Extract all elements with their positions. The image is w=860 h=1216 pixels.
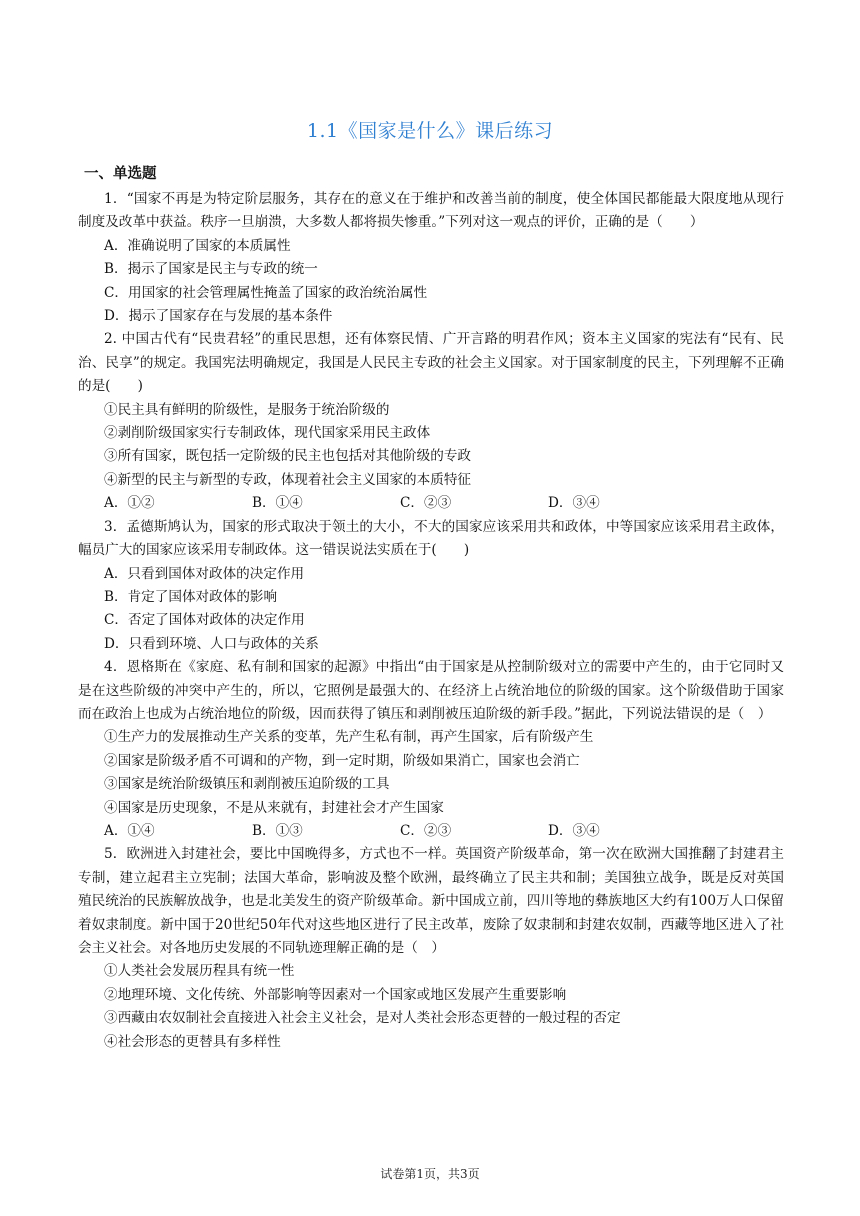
question-stem: 5．欧洲进入封建社会，要比中国晚得多，方式也不一样。英国资产阶级革命，第一次在欧洲大国推翻了封建君主专制，建立起君主立宪制；法国大革命，影响波及整个欧洲，最终确立了民主共和制；美国独立战争，既是反对英国殖民统治的民族解放战争，也是北美发生的资产阶级革命。新中国成立前，四川等地的彝族地区大约有100万人口保留着奴隶制度。新中国于20世纪50年代对这些地区进行了民主改革，废除了奴隶制和封建农奴制，西藏等地区进入了社会主义社会。对各地历史发展的不同轨迹理解正确的是（ ）: [78, 846, 784, 956]
statement-item: ①民主具有鲜明的阶级性，是服务于统治阶级的: [104, 401, 390, 418]
answer-option: B．肯定了国体对政体的影响: [104, 588, 278, 605]
answer-choice: B．①③: [252, 822, 303, 839]
statement-item: ②地理环境、文化传统、外部影响等因素对一个国家或地区发展产生重要影响: [104, 986, 567, 1003]
question-stem: 2. 中国古代有“民贵君轻”的重民思想，还有体察民情、广开言路的明君作风；资本主义国家的宪法有“民有、民治、民享”的规定。我国宪法明确规定，我国是人民民主专政的社会主义国家。对于国家制度的民主，下列理解不正确的是( ): [78, 331, 784, 395]
page-footer: 试卷第1页，共3页: [380, 1167, 480, 1181]
answer-option: B．揭示了国家是民主与专政的统一: [104, 261, 318, 278]
answer-option: D．揭示了国家存在与发展的基本条件: [104, 308, 333, 325]
statement-item: ③西藏由农奴制社会直接进入社会主义社会，是对人类社会形态更替的一般过程的否定: [104, 1010, 621, 1027]
choice-row: [78, 492, 784, 515]
statement-item: ③国家是统治阶级镇压和剥削被压迫阶级的工具: [104, 776, 390, 793]
answer-option: C．用国家的社会管理属性掩盖了国家的政治统治属性: [104, 284, 428, 301]
answer-choice: A．①④: [104, 822, 155, 839]
answer-choice: C．②③: [400, 495, 452, 512]
question-stem: 3．孟德斯鸠认为，国家的形式取决于领土的大小，不大的国家应该采用共和政体，中等国家应该采用君主政体，幅员广大的国家应该采用专制政体。这一错误说法实质在于( ): [78, 518, 784, 559]
statement-item: ①生产力的发展推动生产关系的变革，先产生私有制，再产生国家，后有阶级产生: [104, 729, 594, 746]
answer-option: A．准确说明了国家的本质属性: [104, 237, 291, 254]
statement-item: ②国家是阶级矛盾不可调和的产物，到一定时期，阶级如果消亡，国家也会消亡: [104, 752, 580, 769]
question-stem: 1．“国家不再是为特定阶层服务，其存在的意义在于维护和改善当前的制度，使全体国民都能最大限度地从现行制度及改革中获益。秩序一旦崩溃，大多数人都将损失惨重。”下列对这一观点的评价，正确的是（ ）: [78, 191, 784, 231]
question-body: [78, 188, 784, 1054]
page-title: 1.1《国家是什么》课后练习: [306, 120, 554, 142]
choice-row: [78, 820, 784, 843]
question-stem: 4．恩格斯在《家庭、私有制和国家的起源》中指出“由于国家是从控制阶级对立的需要中产生的，由于它同时又是在这些阶级的冲突中产生的，所以，它照例是最强大的、在经济上占统治地位的阶级的国家。这个阶级借助于国家而在政治上也成为占统治地位的阶级，因而获得了镇压和剥削被压迫阶级的新手段。”据此，下列说法错误的是（ ）: [78, 659, 784, 722]
section-heading: 一、单选题: [84, 166, 157, 182]
statement-item: ①人类社会发展历程具有统一性: [104, 963, 295, 980]
answer-option: A．只看到国体对政体的决定作用: [104, 565, 305, 582]
statement-item: ④社会形态的更替具有多样性: [104, 1033, 281, 1050]
statement-item: ④国家是历史现象，不是从来就有，封建社会才产生国家: [104, 799, 444, 816]
answer-choice: D．③④: [548, 495, 600, 512]
answer-choice: D．③④: [548, 822, 600, 839]
answer-option: C．否定了国体对政体的决定作用: [104, 612, 305, 629]
statement-item: ②剥削阶级国家实行专制政体，现代国家采用民主政体: [104, 425, 431, 442]
answer-choice: C．②③: [400, 822, 452, 839]
answer-choice: B．①④: [252, 495, 303, 512]
answer-option: D．只看到环境、人口与政体的关系: [104, 635, 319, 652]
statement-item: ④新型的民主与新型的专政，体现着社会主义国家的本质特征: [104, 471, 472, 488]
statement-item: ③所有国家，既包括一定阶级的民主也包括对其他阶级的专政: [104, 448, 472, 465]
answer-choice: A．①②: [104, 495, 155, 512]
